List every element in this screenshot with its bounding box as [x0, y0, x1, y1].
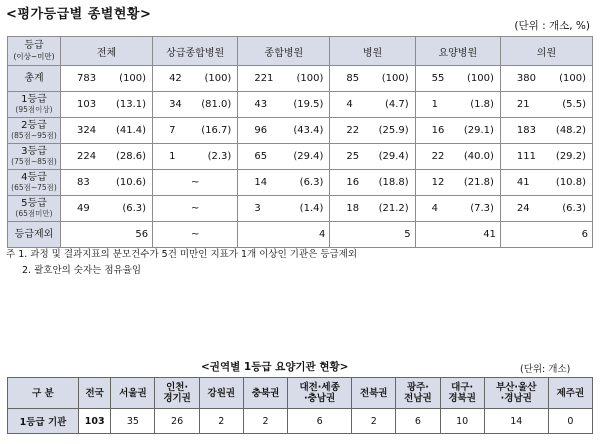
region-value-cell: 26: [155, 409, 199, 434]
region-column-header: 서울권: [111, 378, 155, 409]
count-value: 111: [516, 151, 537, 162]
table-cell: [500, 170, 592, 196]
region-header-row: [8, 378, 593, 409]
share-value: (100): [467, 73, 494, 84]
share-value: (1.4): [299, 203, 324, 214]
grade-range: (75점~85점): [11, 156, 57, 166]
table-cell: [330, 144, 415, 170]
region-column-header: 인천· 경기권: [155, 378, 199, 409]
table-cell: 6: [500, 222, 592, 248]
region-table: [7, 377, 593, 434]
table-cell: [330, 196, 415, 222]
table-cell: [238, 196, 330, 222]
grade-column-header: [8, 37, 61, 66]
table-cell: [415, 92, 500, 118]
table-cell: [153, 92, 238, 118]
table-cell: [330, 170, 415, 196]
region-column-header: 강원권: [199, 378, 243, 409]
table-cell: [238, 66, 330, 92]
table-cell: [61, 66, 153, 92]
region-unit-label: (단위: 개소): [520, 364, 571, 375]
share-value: (18.8): [378, 177, 409, 188]
region-column-header: 광주· 전남권: [396, 378, 440, 409]
count-value: 85: [346, 73, 360, 84]
share-value: (43.4): [293, 125, 324, 136]
region-column-header: 부산·울산 ·경남권: [484, 378, 548, 409]
share-value: (100): [381, 73, 409, 84]
share-value: (7.3): [470, 203, 494, 214]
count-value: 783: [77, 73, 97, 84]
table-cell: ~: [153, 196, 238, 222]
table-title: <평가등급별 종별현황>: [6, 7, 152, 22]
table-cell: [153, 144, 238, 170]
table-row: [8, 196, 593, 222]
table-row: [8, 170, 593, 196]
grade-header-main: 등급: [24, 40, 44, 51]
region-value-cell: 2: [352, 409, 396, 434]
table-cell: [238, 144, 330, 170]
table-cell: ~: [153, 170, 238, 196]
count-value: 42: [169, 73, 182, 84]
table-cell: [415, 170, 500, 196]
count-value: 1: [169, 151, 176, 162]
region-column-header: 대구· 경북권: [440, 378, 484, 409]
count-value: 4: [346, 99, 353, 110]
count-value: 16: [431, 125, 445, 136]
region-value-cell: 103: [79, 409, 111, 434]
grade-name: 1등급: [21, 93, 47, 105]
region-column-header: 전북권: [352, 378, 396, 409]
region-row-label: 1등급 기관: [8, 409, 79, 434]
count-value: 12: [431, 177, 445, 188]
table-cell: [61, 92, 153, 118]
share-value: (10.8): [555, 177, 586, 188]
share-value: (6.3): [299, 177, 324, 188]
count-value: 22: [431, 151, 445, 162]
row-label: [8, 144, 61, 170]
share-value: (16.7): [201, 125, 232, 136]
share-value: (100): [296, 73, 324, 84]
column-header: 종합병원: [238, 37, 330, 66]
share-value: (21.2): [378, 203, 409, 214]
region-value-cell: 14: [484, 409, 548, 434]
region-column-header: 전국: [79, 378, 111, 409]
column-header: 병원: [330, 37, 415, 66]
region-value-cell: 35: [111, 409, 155, 434]
region-column-header: 제주권: [548, 378, 592, 409]
table-row: [8, 144, 593, 170]
share-value: (29.2): [555, 151, 586, 162]
row-label: [8, 92, 61, 118]
table-cell: [330, 66, 415, 92]
count-value: 16: [346, 177, 360, 188]
share-value: (81.0): [201, 99, 232, 110]
table-cell: [415, 144, 500, 170]
count-value: 41: [516, 177, 530, 188]
table-cell: [330, 118, 415, 144]
share-value: (13.1): [115, 99, 147, 110]
table-cell: 41: [415, 222, 500, 248]
table-cell: 56: [61, 222, 153, 248]
share-value: (5.5): [562, 99, 586, 110]
count-value: 34: [169, 99, 182, 110]
column-header: 전체: [61, 37, 153, 66]
count-value: 55: [431, 73, 445, 84]
row-label: 등급제외: [8, 222, 61, 248]
count-value: 14: [254, 177, 268, 188]
share-value: (28.6): [115, 151, 147, 162]
share-value: (6.3): [562, 203, 586, 214]
region-value-cell: 6: [396, 409, 440, 434]
count-value: 83: [77, 177, 90, 188]
region-value-cell: 6: [288, 409, 352, 434]
footnote-1: 주 1. 과정 및 결과지표의 분모건수가 5건 미만인 지표가 1개 이상인 기관은 등급제외: [6, 249, 358, 260]
table-row: [8, 92, 593, 118]
count-value: 221: [254, 73, 274, 84]
table-cell: [153, 118, 238, 144]
share-value: (4.7): [384, 99, 409, 110]
region-value-cell: 2: [243, 409, 287, 434]
count-value: 1: [431, 99, 439, 110]
count-value: 96: [254, 125, 268, 136]
count-value: 22: [346, 125, 360, 136]
share-value: (41.4): [115, 125, 147, 136]
row-label: [8, 170, 61, 196]
table-cell: [500, 196, 592, 222]
table-row: [8, 118, 593, 144]
count-value: 65: [254, 151, 268, 162]
share-value: (1.8): [470, 99, 494, 110]
table-row-excluded: [8, 222, 593, 248]
count-value: 21: [516, 99, 530, 110]
row-label: [8, 196, 61, 222]
count-value: 18: [346, 203, 360, 214]
column-header: 상급종합병원: [153, 37, 238, 66]
table-cell: [415, 196, 500, 222]
share-value: (10.6): [115, 177, 147, 188]
count-value: 25: [346, 151, 360, 162]
count-value: 380: [516, 73, 537, 84]
table-cell: [153, 66, 238, 92]
column-header: 요양병원: [415, 37, 500, 66]
row-label: 총계: [8, 66, 61, 92]
region-data-row: [8, 409, 593, 434]
table-cell: [238, 92, 330, 118]
grade-header-row: [8, 37, 593, 66]
share-value: (29.4): [293, 151, 324, 162]
count-value: 7: [169, 125, 176, 136]
region-column-header: 대전·세종 ·충남권: [288, 378, 352, 409]
share-value: (29.4): [378, 151, 409, 162]
region-value-cell: 0: [548, 409, 592, 434]
count-value: 224: [77, 151, 97, 162]
grade-name: 2등급: [21, 119, 47, 131]
grade-range: (65점~75점): [11, 182, 57, 192]
share-value: (6.3): [122, 203, 147, 214]
table-cell: [415, 66, 500, 92]
table-cell: ~: [153, 222, 238, 248]
count-value: 103: [77, 99, 97, 110]
count-value: 49: [77, 203, 90, 214]
grade-name: 3등급: [21, 145, 47, 157]
region-column-header: 구 분: [8, 378, 79, 409]
column-header: 의원: [500, 37, 592, 66]
table-cell: [238, 118, 330, 144]
share-value: (100): [559, 73, 586, 84]
region-value-cell: 10: [440, 409, 484, 434]
table-cell: [415, 118, 500, 144]
region-value-cell: 2: [199, 409, 243, 434]
grade-range: (85점~95점): [11, 130, 57, 140]
share-value: (48.2): [555, 125, 586, 136]
count-value: 24: [516, 203, 530, 214]
grade-range: (65점미만): [15, 208, 53, 218]
count-value: 43: [254, 99, 268, 110]
grade-table: [7, 36, 593, 248]
region-column-header: 충북권: [243, 378, 287, 409]
region-table-title: <권역별 1등급 요양기관 현황>: [201, 361, 349, 373]
table-cell: [500, 66, 592, 92]
share-value: (40.0): [463, 151, 494, 162]
share-value: (29.1): [463, 125, 494, 136]
table-cell: [61, 144, 153, 170]
table-cell: [500, 144, 592, 170]
footnote-2: 2. 괄호안의 숫자는 점유율임: [22, 265, 142, 276]
grade-header-sub: (이상~미만): [13, 52, 55, 61]
share-value: (2.3): [207, 151, 232, 162]
share-value: (100): [119, 73, 147, 84]
table-cell: 4: [238, 222, 330, 248]
count-value: 324: [77, 125, 97, 136]
unit-label: (단위 : 개소, %): [514, 20, 590, 32]
count-value: 183: [516, 125, 537, 136]
table-cell: [61, 170, 153, 196]
table-row-total: [8, 66, 593, 92]
table-cell: 5: [330, 222, 415, 248]
table-cell: [500, 118, 592, 144]
count-value: 4: [431, 203, 439, 214]
footnotes: [6, 247, 357, 279]
row-label: [8, 118, 61, 144]
grade-range: (95점이상): [15, 104, 53, 114]
table-cell: [61, 196, 153, 222]
count-value: 3: [254, 203, 261, 214]
share-value: (19.5): [293, 99, 324, 110]
table-cell: [330, 92, 415, 118]
table-cell: [238, 170, 330, 196]
table-cell: [61, 118, 153, 144]
grade-name: 5등급: [21, 197, 47, 209]
grade-name: 4등급: [21, 171, 47, 183]
table-cell: [500, 92, 592, 118]
share-value: (21.8): [463, 177, 494, 188]
share-value: (25.9): [378, 125, 409, 136]
share-value: (100): [204, 73, 232, 84]
